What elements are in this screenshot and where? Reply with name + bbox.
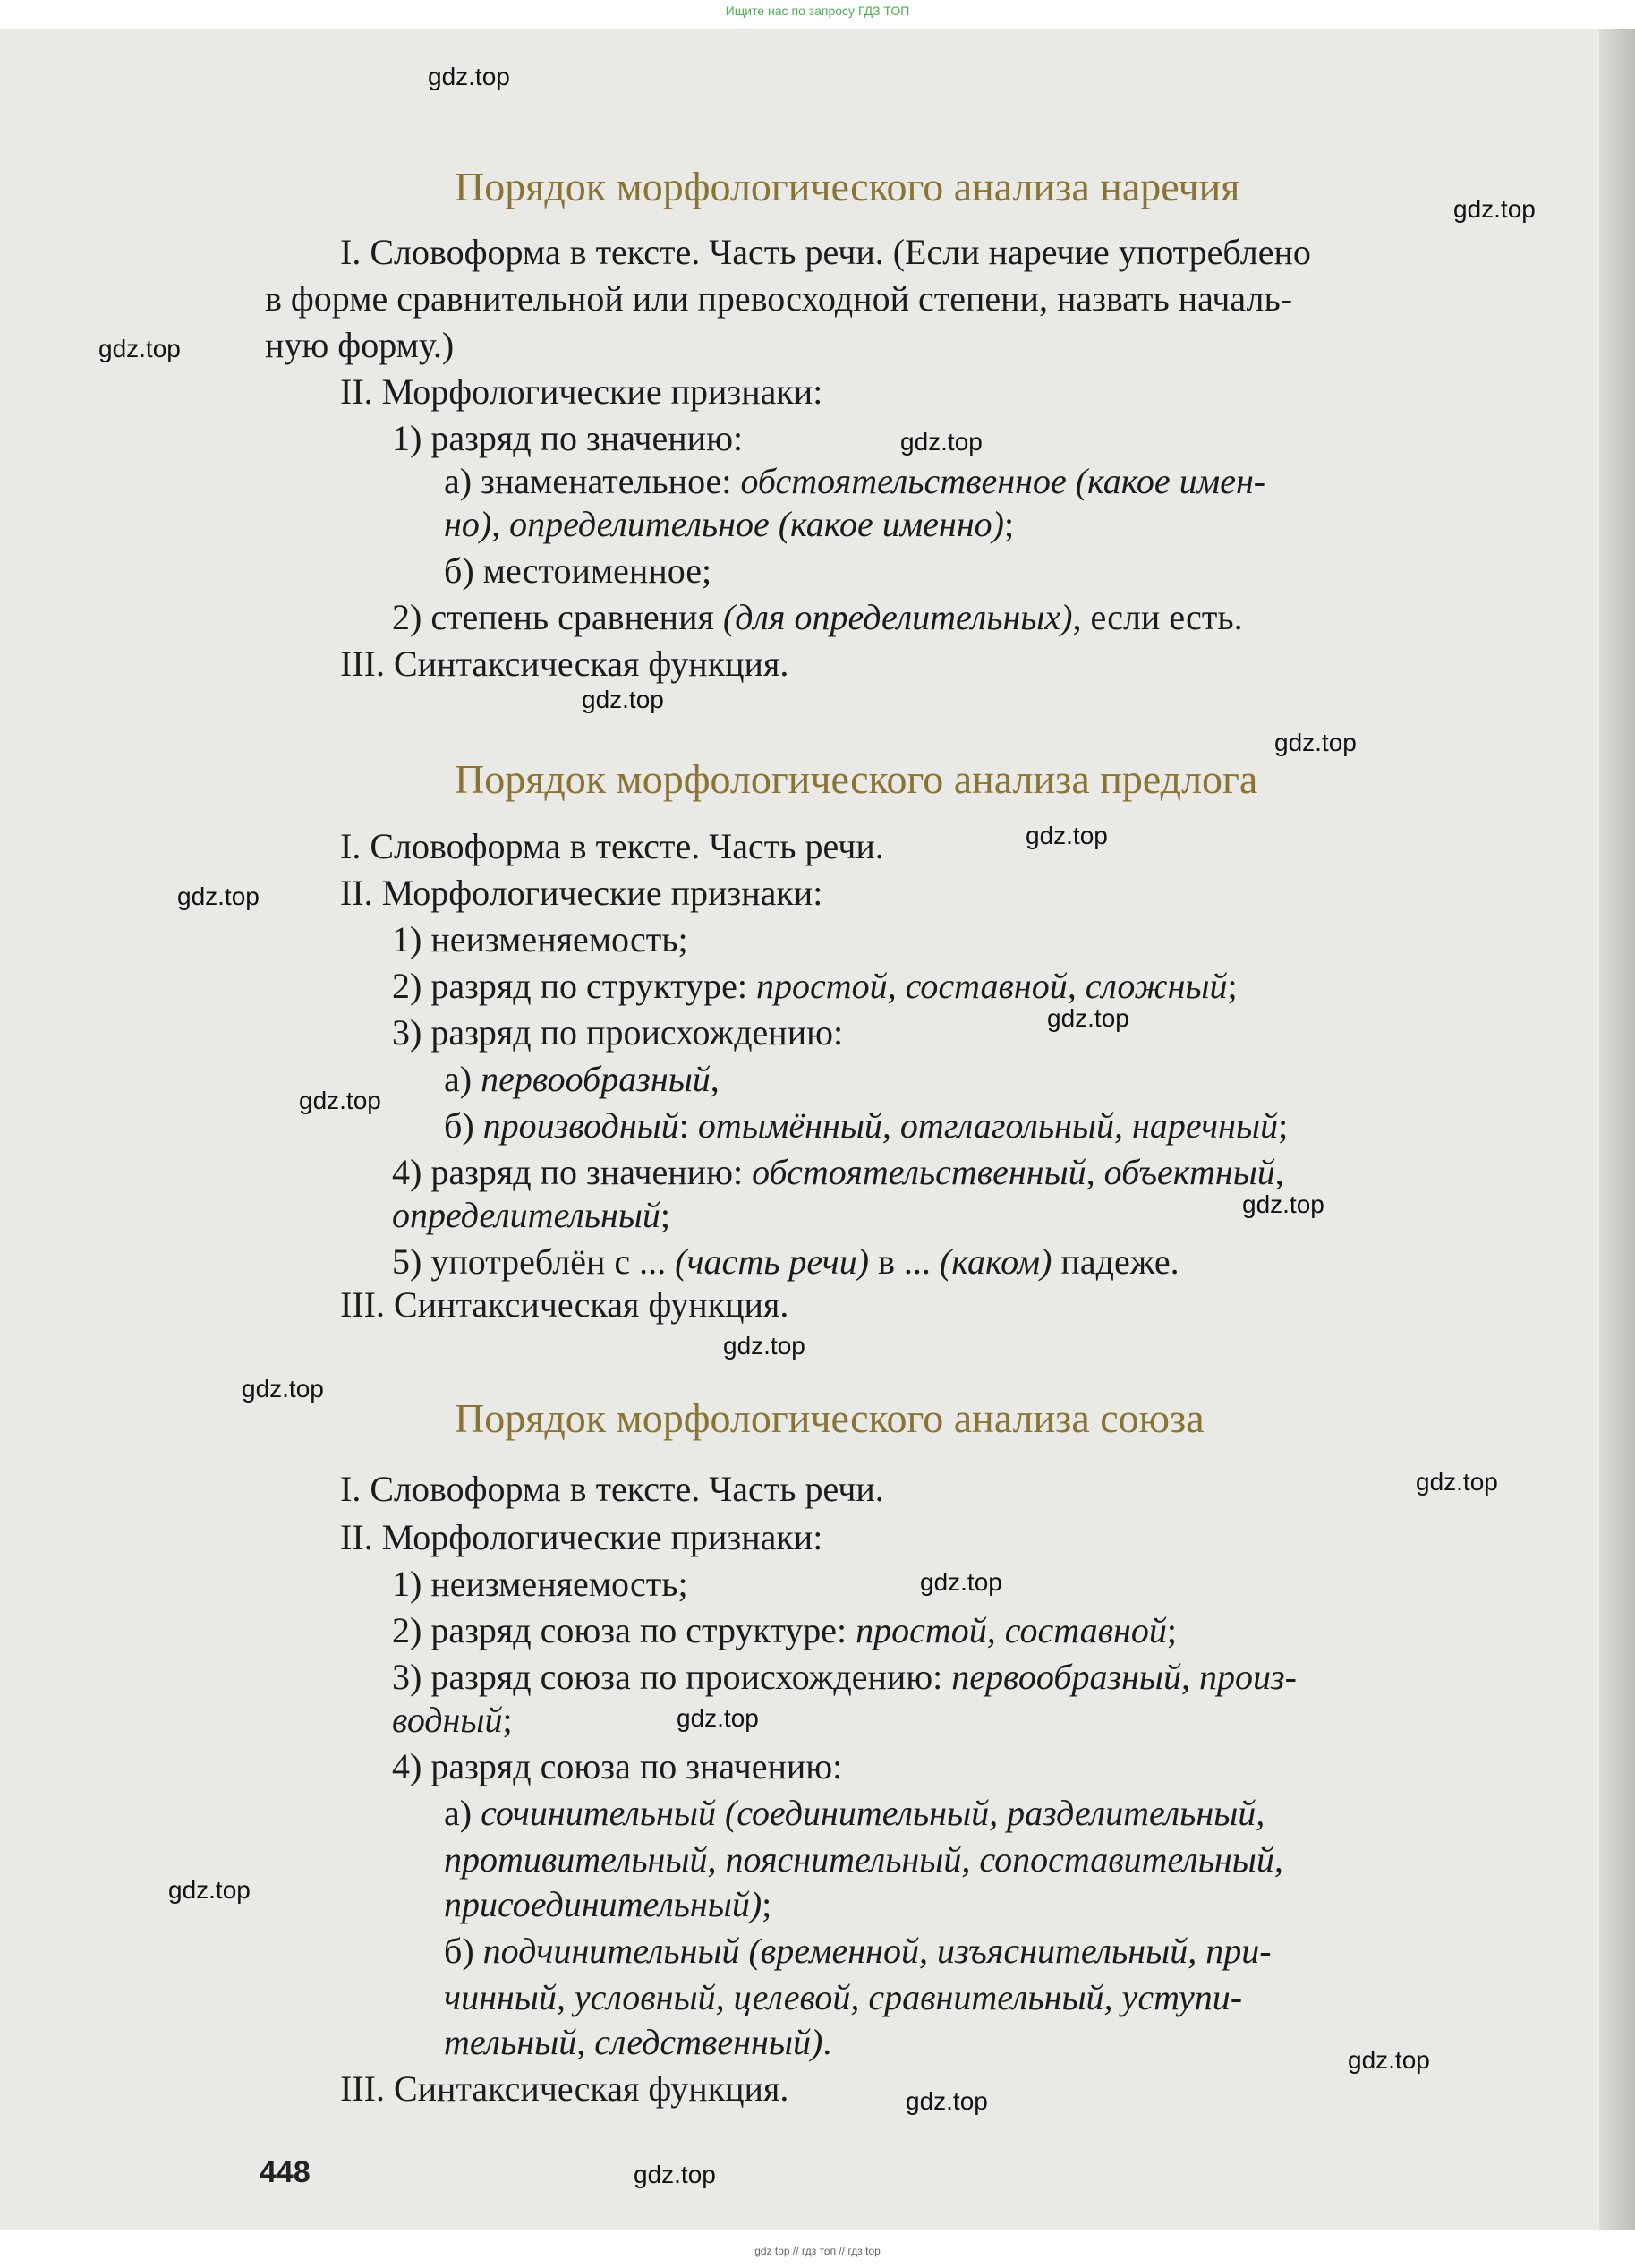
text-line: водный; xyxy=(392,1700,513,1740)
section-title-adverb: Порядок морфологического анализа наречия xyxy=(455,164,1240,209)
watermark: gdz.top xyxy=(1026,822,1108,849)
text-line: 3) разряд союза по происхождению: первообразный, произ- xyxy=(392,1657,1297,1697)
watermark: gdz.top xyxy=(1242,1190,1324,1218)
text-line: а) сочинительный (соединительный, разделительный, xyxy=(444,1793,1265,1833)
text-line: в форме сравнительной или превосходной степени, назвать началь- xyxy=(265,278,1293,319)
watermark: gdz.top xyxy=(582,686,664,713)
text-line: противительный, пояснительный, сопоставительный, xyxy=(444,1839,1283,1880)
text-line: II. Морфологические признаки: xyxy=(340,1517,823,1557)
text-line: 2) разряд по структуре: простой, составной, сложный; xyxy=(392,966,1238,1006)
watermark: gdz.top xyxy=(1274,729,1357,756)
watermark: gdz.top xyxy=(98,335,181,362)
text-line: 2) разряд союза по структуре: простой, составной; xyxy=(392,1610,1178,1650)
watermark: gdz.top xyxy=(906,2087,988,2115)
watermark: gdz.top xyxy=(723,1332,805,1360)
text-line: III. Синтаксическая функция. xyxy=(340,2068,789,2109)
watermark: gdz.top xyxy=(168,1876,251,1904)
text-line: б) подчинительный (временной, изъяснительный, при- xyxy=(444,1931,1272,1971)
text-line: 2) степень сравнения (для определительных), если есть. xyxy=(392,597,1243,637)
text-line: 5) употреблён с ... (часть речи) в ... (каком) падеже. xyxy=(392,1241,1179,1282)
text-line: I. Словоформа в тексте. Часть речи. (Если наречие употреблено xyxy=(340,232,1311,272)
text-line: I. Словоформа в тексте. Часть речи. xyxy=(340,1469,884,1509)
watermark: gdz.top xyxy=(1047,1004,1129,1032)
watermark: gdz.top xyxy=(634,2161,716,2188)
text-line: тельный, следственный). xyxy=(444,2022,832,2062)
watermark: gdz.top xyxy=(1348,2046,1430,2074)
text-line: б) производный: отымённый, отглагольный, наречный; xyxy=(444,1105,1289,1146)
watermark: gdz.top xyxy=(1416,1468,1498,1496)
text-line: 1) разряд по значению: xyxy=(392,418,744,458)
page-edge-shadow xyxy=(1599,29,1635,2230)
watermark: gdz.top xyxy=(428,63,510,90)
bottom-banner: gdz top // гдз топ // гдз top xyxy=(754,2245,881,2257)
watermark: gdz.top xyxy=(242,1375,324,1403)
text-line: 4) разряд союза по значению: xyxy=(392,1746,843,1786)
text-line: 1) неизменяемость; xyxy=(392,1564,688,1604)
text-line: II. Морфологические признаки: xyxy=(340,873,823,913)
text-line: присоединительный); xyxy=(444,1884,772,1924)
text-line: III. Синтаксическая функция. xyxy=(340,644,789,684)
text-line: 4) разряд по значению: обстоятельственный, объектный, xyxy=(392,1152,1284,1192)
text-line: чинный, условный, целевой, сравнительный, уступи- xyxy=(444,1977,1243,2017)
text-line: II. Морфологические признаки: xyxy=(340,371,823,412)
text-line: а) знаменательное: обстоятельственное (какое имен- xyxy=(444,461,1266,501)
text-line: 1) неизменяемость; xyxy=(392,919,688,959)
watermark: gdz.top xyxy=(177,882,260,910)
text-line: а) первообразный, xyxy=(444,1059,720,1099)
watermark: gdz.top xyxy=(900,428,983,456)
section-title-preposition: Порядок морфологического анализа предлога xyxy=(455,756,1258,802)
watermark: gdz.top xyxy=(1453,195,1536,223)
top-banner: Ищите нас по запросу ГДЗ ТОП xyxy=(725,4,910,18)
text-line: но), определительное (какое именно); xyxy=(444,504,1015,544)
text-line: ную форму.) xyxy=(265,325,455,365)
watermark: gdz.top xyxy=(677,1704,759,1732)
page-number: 448 xyxy=(260,2155,311,2189)
text-line: I. Словоформа в тексте. Часть речи. xyxy=(340,826,884,866)
text-line: б) местоименное; xyxy=(444,550,712,591)
text-line: III. Синтаксическая функция. xyxy=(340,1284,789,1325)
watermark: gdz.top xyxy=(299,1087,381,1114)
text-line: 3) разряд по происхождению: xyxy=(392,1012,844,1053)
watermark: gdz.top xyxy=(920,1568,1002,1596)
text-line: определительный; xyxy=(392,1195,671,1235)
section-title-conjunction: Порядок морфологического анализа союза xyxy=(455,1395,1205,1441)
